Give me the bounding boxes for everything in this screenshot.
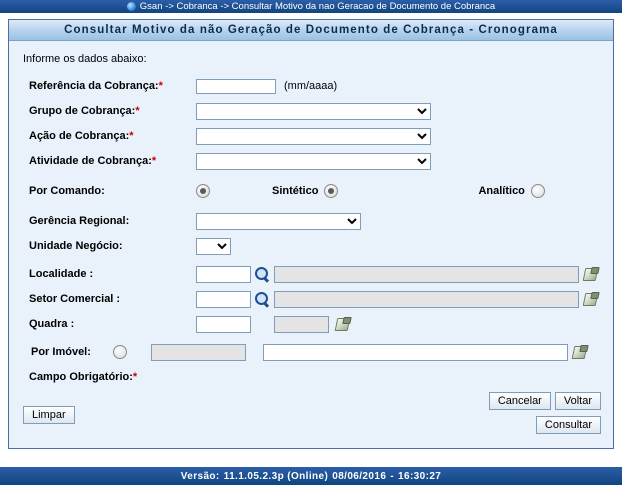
status-bar xyxy=(0,467,622,485)
row-acao-cobranca xyxy=(21,127,601,145)
main-panel xyxy=(8,19,614,449)
label-campo-obrigatorio: Campo Obrigatório:* xyxy=(29,371,138,383)
analitico-radio[interactable] xyxy=(531,184,545,198)
label-setor-comercial: Setor Comercial : xyxy=(29,293,121,305)
row-por-imovel xyxy=(21,343,601,361)
limpar-button[interactable]: Limpar xyxy=(23,406,75,424)
label-quadra: Quadra : xyxy=(29,318,75,330)
footer-time: 16:30:27 xyxy=(398,470,442,482)
localidade-descricao xyxy=(274,266,579,283)
form-container xyxy=(9,41,613,448)
por-imovel-input[interactable] xyxy=(151,344,246,361)
setor-comercial-descricao xyxy=(274,291,579,308)
localidade-input[interactable] xyxy=(196,266,251,283)
row-grupo-cobranca xyxy=(21,102,601,120)
version-label: Versão: xyxy=(180,470,220,482)
required-marker: * xyxy=(158,80,163,92)
row-referencia-cobranca xyxy=(21,77,601,95)
label-gerencia-regional: Gerência Regional: xyxy=(29,215,130,227)
label-atividade-cobranca: Atividade de Cobrança:* xyxy=(29,155,157,167)
gerencia-regional-select[interactable] xyxy=(196,213,361,230)
sintetico-radio[interactable] xyxy=(324,184,338,198)
breadcrumb xyxy=(0,0,622,13)
label-sintetico: Sintético xyxy=(272,185,319,197)
cancelar-button[interactable]: Cancelar xyxy=(489,392,551,410)
row-campo-obrigatorio xyxy=(21,368,601,386)
required-marker: * xyxy=(129,130,134,142)
consultar-button[interactable]: Consultar xyxy=(536,416,601,434)
row-atividade-cobranca xyxy=(21,152,601,170)
unidade-negocio-select[interactable] xyxy=(196,238,231,255)
form-intro: Informe os dados abaixo: xyxy=(23,53,147,65)
row-modo-consulta xyxy=(21,182,601,200)
label-analitico: Analítico xyxy=(478,185,525,197)
magnifier-icon[interactable] xyxy=(254,266,270,282)
globe-icon xyxy=(127,2,136,11)
page-title: Consultar Motivo da não Geração de Documento de Cobrança - Cronograma xyxy=(9,20,613,41)
eraser-icon[interactable] xyxy=(582,266,599,282)
quadra-input[interactable] xyxy=(196,316,251,333)
acao-cobranca-select[interactable] xyxy=(196,128,431,145)
required-marker: * xyxy=(132,371,138,383)
por-comando-radio[interactable] xyxy=(196,184,210,198)
required-marker: * xyxy=(135,105,140,117)
label-acao-cobranca: Ação de Cobrança:* xyxy=(29,130,134,142)
label-por-imovel: Por Imóvel: xyxy=(31,346,91,358)
version-value: 11.1.05.2.3p (Online) xyxy=(223,470,329,482)
por-imovel-radio[interactable] xyxy=(113,345,127,359)
breadcrumb-text: Gsan -> Cobranca -> Consultar Motivo da nao Geracao de Documento de Cobranca xyxy=(139,1,496,12)
row-gerencia-regional xyxy=(21,212,601,230)
voltar-button[interactable]: Voltar xyxy=(555,392,601,410)
label-referencia-cobranca: Referência da Cobrança:* xyxy=(29,80,163,92)
eraser-icon[interactable] xyxy=(571,344,588,360)
row-setor-comercial xyxy=(21,290,601,308)
row-unidade-negocio xyxy=(21,237,601,255)
footer-dash: - xyxy=(390,470,395,482)
button-group xyxy=(489,392,601,410)
label-localidade: Localidade : xyxy=(29,268,94,280)
referencia-cobranca-input[interactable] xyxy=(196,79,276,94)
magnifier-icon[interactable] xyxy=(254,291,270,307)
eraser-icon[interactable] xyxy=(582,291,599,307)
referencia-hint: (mm/aaaa) xyxy=(284,80,338,92)
label-unidade-negocio: Unidade Negócio: xyxy=(29,240,123,252)
required-marker: * xyxy=(151,155,157,167)
atividade-cobranca-select[interactable] xyxy=(196,153,431,170)
quadra-descricao xyxy=(274,316,329,333)
row-quadra xyxy=(21,315,601,333)
eraser-icon[interactable] xyxy=(334,316,351,332)
por-imovel-descricao[interactable] xyxy=(263,344,568,361)
footer-date: 08/06/2016 xyxy=(332,470,387,482)
grupo-cobranca-select[interactable] xyxy=(196,103,431,120)
label-por-comando: Por Comando: xyxy=(29,185,105,197)
row-localidade xyxy=(21,265,601,283)
label-grupo-cobranca: Grupo de Cobrança:* xyxy=(29,105,140,117)
setor-comercial-input[interactable] xyxy=(196,291,251,308)
